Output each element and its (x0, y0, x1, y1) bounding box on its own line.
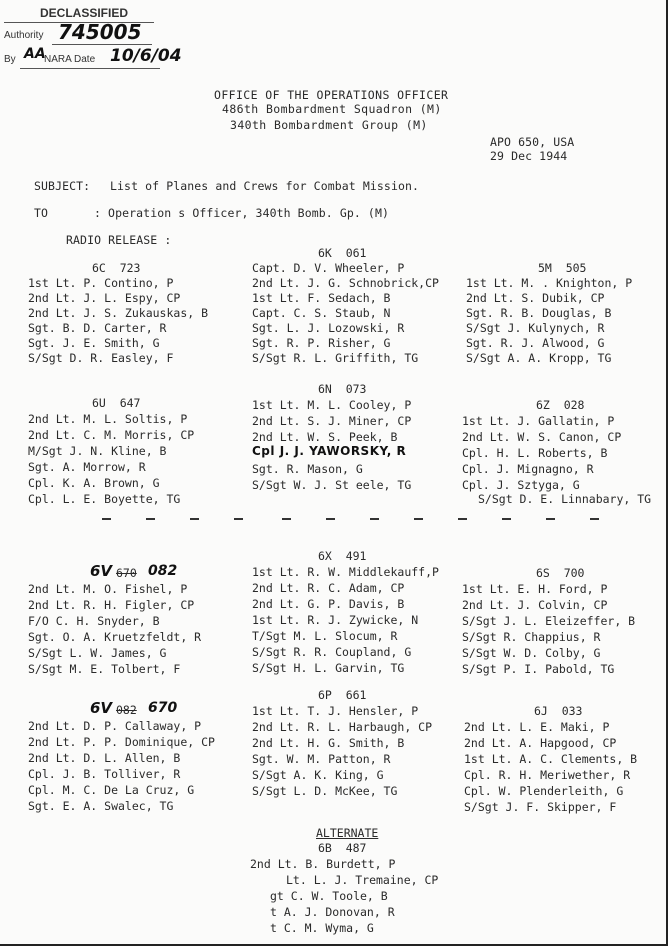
crew-member: Cpl. L. E. Boyette, TG (28, 492, 181, 506)
crew-member: 2nd Lt. S. J. Miner, CP (252, 414, 412, 428)
stamp-rule (20, 68, 160, 69)
crew-member: 1st Lt. M. L. Cooley, P (252, 398, 412, 412)
crew-member: S/Sgt J. F. Skipper, F (464, 800, 617, 814)
crew-member: 2nd Lt. P. P. Dominique, CP (28, 735, 215, 749)
crew-member: 2nd Lt. R. C. Adam, CP (252, 581, 405, 595)
crew-member: Sgt. B. D. Carter, R (28, 321, 167, 335)
crew-member: Sgt. R. B. Douglas, B (466, 306, 612, 320)
struck-plane-number: 082 (116, 703, 137, 717)
crew-member: Cpl. H. L. Roberts, B (462, 446, 608, 460)
squadron-name: 486th Bombardment Squadron (M) (222, 102, 442, 116)
crew-member: Cpl. W. Plenderleith, G (464, 784, 624, 798)
crew-member: Sgt. A. Morrow, R (28, 460, 146, 474)
crew-member: S/Sgt A. K. King, G (252, 768, 384, 782)
struck-plane-number: 670 (116, 566, 137, 580)
plane-code: 6C 723 (92, 261, 141, 275)
crew-member: Cpl. K. A. Brown, G (28, 476, 160, 490)
crew-member: S/Sgt A. A. Kropp, TG (466, 351, 612, 365)
crew-member: T/Sgt M. L. Slocum, R (252, 629, 398, 643)
crew-member: Sgt. R. P. Risher, G (252, 336, 391, 350)
crew-member: Capt. D. V. Wheeler, P (252, 261, 405, 275)
crew-member: 1st Lt. A. C. Clements, B (464, 752, 638, 766)
crew-member: 2nd Lt. D. L. Allen, B (28, 751, 181, 765)
crew-member: 2nd Lt. L. E. Maki, P (464, 720, 610, 734)
crew-member: Sgt. L. J. Lozowski, R (252, 321, 405, 335)
handwritten-plane-letter: 6V (90, 562, 113, 580)
crew-member: 1st Lt. M. . Knighton, P (466, 276, 633, 290)
crew-member: Sgt. W. M. Patton, R (252, 752, 391, 766)
crew-member: S/Sgt W. D. Colby, G (462, 646, 601, 660)
crew-member: Sgt. R. J. Alwood, G (466, 336, 605, 350)
crew-member: F/O C. H. Snyder, B (28, 614, 160, 628)
declassified-stamp-title: DECLASSIFIED (40, 6, 129, 20)
crew-member: Cpl. R. H. Meriwether, R (464, 768, 631, 782)
crew-member: S/Sgt J. L. Eleizeffer, B (462, 614, 636, 628)
crew-member: S/Sgt D. R. Easley, F (28, 351, 174, 365)
stamp-rule (52, 44, 152, 45)
crew-member: S/Sgt L. D. McKee, TG (252, 784, 398, 798)
stamp-authority-label: Authority (4, 30, 44, 41)
crew-member: 2nd Lt. M. L. Soltis, P (28, 412, 188, 426)
crew-member: 1st Lt. R. J. Zywicke, N (252, 613, 419, 627)
crew-member: Sgt. J. E. Smith, G (28, 336, 160, 350)
crew-member: Capt. C. S. Staub, N (252, 306, 391, 320)
crew-member: 2nd Lt. J. S. Zukauskas, B (28, 306, 209, 320)
subject-label: SUBJECT: (34, 179, 91, 193)
crew-member: S/Sgt R. L. Griffith, TG (252, 351, 419, 365)
crew-member: 2nd Lt. J. Colvin, CP (462, 598, 608, 612)
crew-member: Sgt. R. Mason, G (252, 462, 363, 476)
crew-member: 2nd Lt. D. P. Callaway, P (28, 719, 202, 733)
crew-member: 2nd Lt. M. O. Fishel, P (28, 582, 188, 596)
crew-member: 2nd Lt. W. S. Canon, CP (462, 430, 622, 444)
crew-member: S/Sgt L. W. James, G (28, 646, 167, 660)
crew-member: 2nd Lt. R. L. Harbaugh, CP (252, 720, 433, 734)
stamp-initials: AA (24, 46, 46, 62)
crew-member: S/Sgt R. R. Coupland, G (252, 645, 412, 659)
crew-member: Sgt. O. A. Kruetzfeldt, R (28, 630, 202, 644)
office-title: OFFICE OF THE OPERATIONS OFFICER (214, 88, 449, 102)
crew-member: S/Sgt R. Chappius, R (462, 630, 601, 644)
crew-member: 2nd Lt. B. Burdett, P (250, 857, 396, 871)
crew-member: t A. J. Donovan, R (270, 905, 395, 919)
subject-text: List of Planes and Crews for Combat Mission. (110, 179, 420, 193)
handwritten-plane-number: 670 (148, 700, 178, 716)
crew-member: S/Sgt M. E. Tolbert, F (28, 662, 181, 676)
stamp-nara-date-label: NARA Date (44, 54, 96, 65)
apo-address: APO 650, USA (490, 135, 575, 149)
plane-code: 5M 505 (538, 261, 587, 275)
crew-member: S/Sgt D. E. Linnabary, TG (478, 492, 652, 506)
crew-member: Lt. L. J. Tremaine, CP (286, 873, 439, 887)
crew-member: 2nd Lt. S. Dubik, CP (466, 291, 605, 305)
crew-member: S/Sgt W. J. St eele, TG (252, 478, 412, 492)
crew-member: 1st Lt. R. W. Middlekauff,P (252, 565, 439, 579)
crew-member: 2nd Lt. R. H. Figler, CP (28, 598, 195, 612)
crew-member: Cpl. J. Sztyga, G (462, 478, 580, 492)
plane-code: 6X 491 (318, 549, 367, 563)
handwritten-plane-letter: 6V (90, 699, 113, 717)
crew-member: Cpl. J. Mignagno, R (462, 462, 594, 476)
crew-member: 2nd Lt. J. G. Schnobrick,CP (252, 276, 439, 290)
crew-member: 2nd Lt. C. M. Morris, CP (28, 428, 195, 442)
to-text: : Operation s Officer, 340th Bomb. Gp. (M) (94, 206, 389, 220)
crew-member: 2nd Lt. J. L. Espy, CP (28, 291, 181, 305)
to-label: TO (34, 206, 49, 220)
crew-member: 1st Lt. T. J. Hensler, P (252, 704, 419, 718)
crew-member: S/Sgt P. I. Pabold, TG (462, 662, 615, 676)
release-label: RADIO RELEASE : (66, 233, 172, 247)
plane-code: 6Z 028 (536, 398, 585, 412)
crew-member: S/Sgt J. Kulynych, R (466, 321, 605, 335)
plane-code: 6K 061 (318, 246, 367, 260)
crew-member: 2nd Lt. G. P. Davis, B (252, 597, 405, 611)
stamp-nara-date-value: 10/6/04 (110, 46, 182, 66)
plane-code: 6B 487 (318, 841, 367, 855)
alternate-label: ALTERNATE (316, 826, 379, 840)
crew-member: S/Sgt H. L. Garvin, TG (252, 661, 405, 675)
group-name: 340th Bombardment Group (M) (230, 118, 428, 132)
document-date: 29 Dec 1944 (490, 149, 568, 163)
handwritten-crew-member: Cpl J. J. YAWORSKY, R (252, 444, 407, 458)
crew-member: Sgt. E. A. Swalec, TG (28, 799, 174, 813)
crew-member: 1st Lt. J. Gallatin, P (462, 414, 615, 428)
crew-member: 2nd Lt. H. G. Smith, B (252, 736, 405, 750)
crew-member: Cpl. M. C. De La Cruz, G (28, 783, 195, 797)
crew-member: 2nd Lt. W. S. Peek, B (252, 430, 398, 444)
plane-code: 6J 033 (534, 704, 583, 718)
crew-member: gt C. W. Toole, B (270, 889, 388, 903)
plane-code: 6U 647 (92, 396, 141, 410)
crew-member: 1st Lt. E. H. Ford, P (462, 582, 608, 596)
crew-member: Cpl. J. B. Tolliver, R (28, 767, 181, 781)
plane-code: 6N 073 (318, 382, 367, 396)
crew-member: 1st Lt. F. Sedach, B (252, 291, 391, 305)
handwritten-plane-number: 082 (148, 563, 178, 579)
plane-code: 6S 700 (536, 566, 585, 580)
crew-member: 2nd Lt. A. Hapgood, CP (464, 736, 617, 750)
crew-member: 1st Lt. P. Contino, P (28, 276, 174, 290)
crew-member: t C. M. Wyma, G (270, 921, 374, 935)
crew-member: M/Sgt J. N. Kline, B (28, 444, 167, 458)
stamp-authority-value: 745005 (58, 20, 142, 44)
plane-code: 6P 661 (318, 688, 367, 702)
stamp-by-label: By (4, 54, 16, 65)
